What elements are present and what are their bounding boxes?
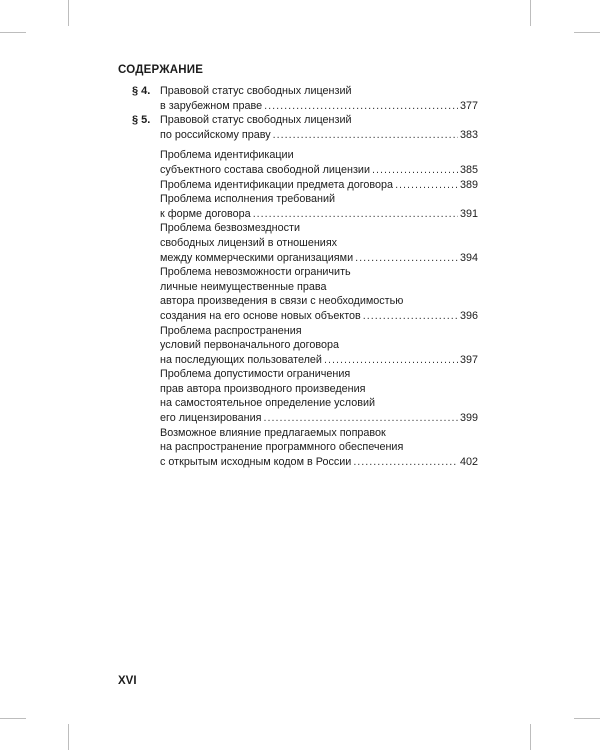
dot-leader: [253, 207, 458, 222]
page-number: 399: [459, 412, 478, 425]
dot-leader: [264, 99, 458, 114]
toc-entry-line: Проблема исполнения требований: [160, 193, 336, 206]
toc-entry-last-line: [160, 128, 478, 143]
toc-entry-last-line: [160, 309, 478, 324]
toc-entry-line: Проблема идентификации предмета договора: [160, 178, 394, 191]
dot-leader: [363, 309, 458, 324]
toc-entry-line: свободных лицензий в отношениях: [160, 236, 338, 249]
toc-section-4: [132, 84, 478, 113]
section-number: § 5.: [132, 114, 151, 127]
page-header: СОДЕРЖАНИЕ: [118, 64, 204, 76]
toc-entry-last-line: [160, 178, 478, 193]
table-of-contents: [132, 84, 478, 469]
toc-entry-line: Проблема распространения: [160, 324, 302, 337]
toc-entry-last-line: [160, 163, 478, 178]
section-number: § 4.: [132, 85, 151, 97]
toc-entry-line: субъектного состава свободной лицензии: [160, 163, 370, 176]
toc-subsection: [160, 148, 478, 177]
toc-entry-line: на последующих пользователей: [160, 353, 322, 366]
page-number: 383: [459, 128, 478, 141]
crop-mark-right-bottom: [574, 718, 600, 719]
toc-entry-last-line: [160, 207, 478, 222]
toc-entry-line: создания на его основе новых объектов: [160, 309, 361, 322]
toc-subsection: [160, 221, 478, 265]
dot-leader: [372, 163, 458, 178]
dot-leader: [324, 353, 458, 368]
toc-subsection: [160, 265, 478, 323]
crop-mark-bottom-left: [68, 724, 69, 750]
toc-entry-last-line: [160, 251, 478, 266]
toc-entry-last-line: [160, 353, 478, 368]
toc-entry-last-line: [160, 99, 478, 114]
page-number: 377: [459, 99, 478, 112]
toc-entry-line: Правовой статус свободных лицензий: [160, 114, 352, 127]
toc-entry-line: по российскому праву: [160, 128, 271, 141]
toc-entry-line: Возможное влияние предлагаемых поправок: [160, 426, 386, 439]
toc-subsection: [160, 192, 478, 221]
page-number: 397: [459, 353, 478, 366]
toc-entry-line: прав автора производного произведения: [160, 382, 366, 395]
page-number: 389: [459, 178, 478, 191]
toc-entry-line: автора произведения в связи с необходимостью: [160, 295, 404, 308]
toc-entry-line: Проблема идентификации: [160, 149, 294, 162]
crop-mark-top-right: [530, 0, 531, 26]
toc-entry-last-line: [160, 411, 478, 426]
toc-entry-line: на самостоятельное определение условий: [160, 397, 376, 410]
folio-page-number: XVI: [118, 675, 137, 687]
toc-entry-line: в зарубежном праве: [160, 99, 263, 112]
toc-subsection: [160, 426, 478, 470]
toc-entry-line: на распространение программного обеспечения: [160, 441, 404, 454]
toc-subsection-list: [160, 148, 478, 469]
toc-entry-line: Правовой статус свободных лицензий: [160, 85, 352, 97]
page-number: 385: [459, 163, 478, 176]
crop-mark-left-top: [0, 32, 26, 33]
dot-leader: [353, 455, 458, 470]
toc-entry-line: Проблема невозможности ограничить: [160, 266, 351, 279]
toc-entry-last-line: [160, 455, 478, 470]
toc-section-5: [132, 113, 478, 142]
dot-leader: [395, 178, 458, 193]
toc-entry-line: между коммерческими организациями: [160, 251, 354, 264]
dot-leader: [264, 411, 458, 426]
toc-entry-line: личные неимущественные права: [160, 280, 327, 293]
toc-entry-line: Проблема безвозмездности: [160, 222, 300, 235]
toc-subsection: [160, 324, 478, 368]
dot-leader: [355, 251, 458, 266]
page-number: 396: [459, 309, 478, 322]
crop-mark-bottom-right: [530, 724, 531, 750]
dot-leader: [273, 128, 458, 143]
toc-subsection: [160, 178, 478, 193]
toc-entry-line: к форме договора: [160, 207, 251, 220]
toc-entry-line: его лицензирования: [160, 412, 262, 425]
page-number: 394: [459, 251, 478, 264]
toc-entry-line: с открытым исходным кодом в России: [160, 455, 352, 468]
crop-mark-right-top: [574, 32, 600, 33]
toc-entry-line: условий первоначального договора: [160, 339, 339, 352]
crop-mark-left-bottom: [0, 718, 26, 719]
toc-entry-line: Проблема допустимости ограничения: [160, 368, 351, 381]
toc-subsection: [160, 367, 478, 425]
crop-mark-top-left: [68, 0, 69, 26]
page-number: 402: [459, 455, 478, 468]
page-number: 391: [459, 207, 478, 220]
